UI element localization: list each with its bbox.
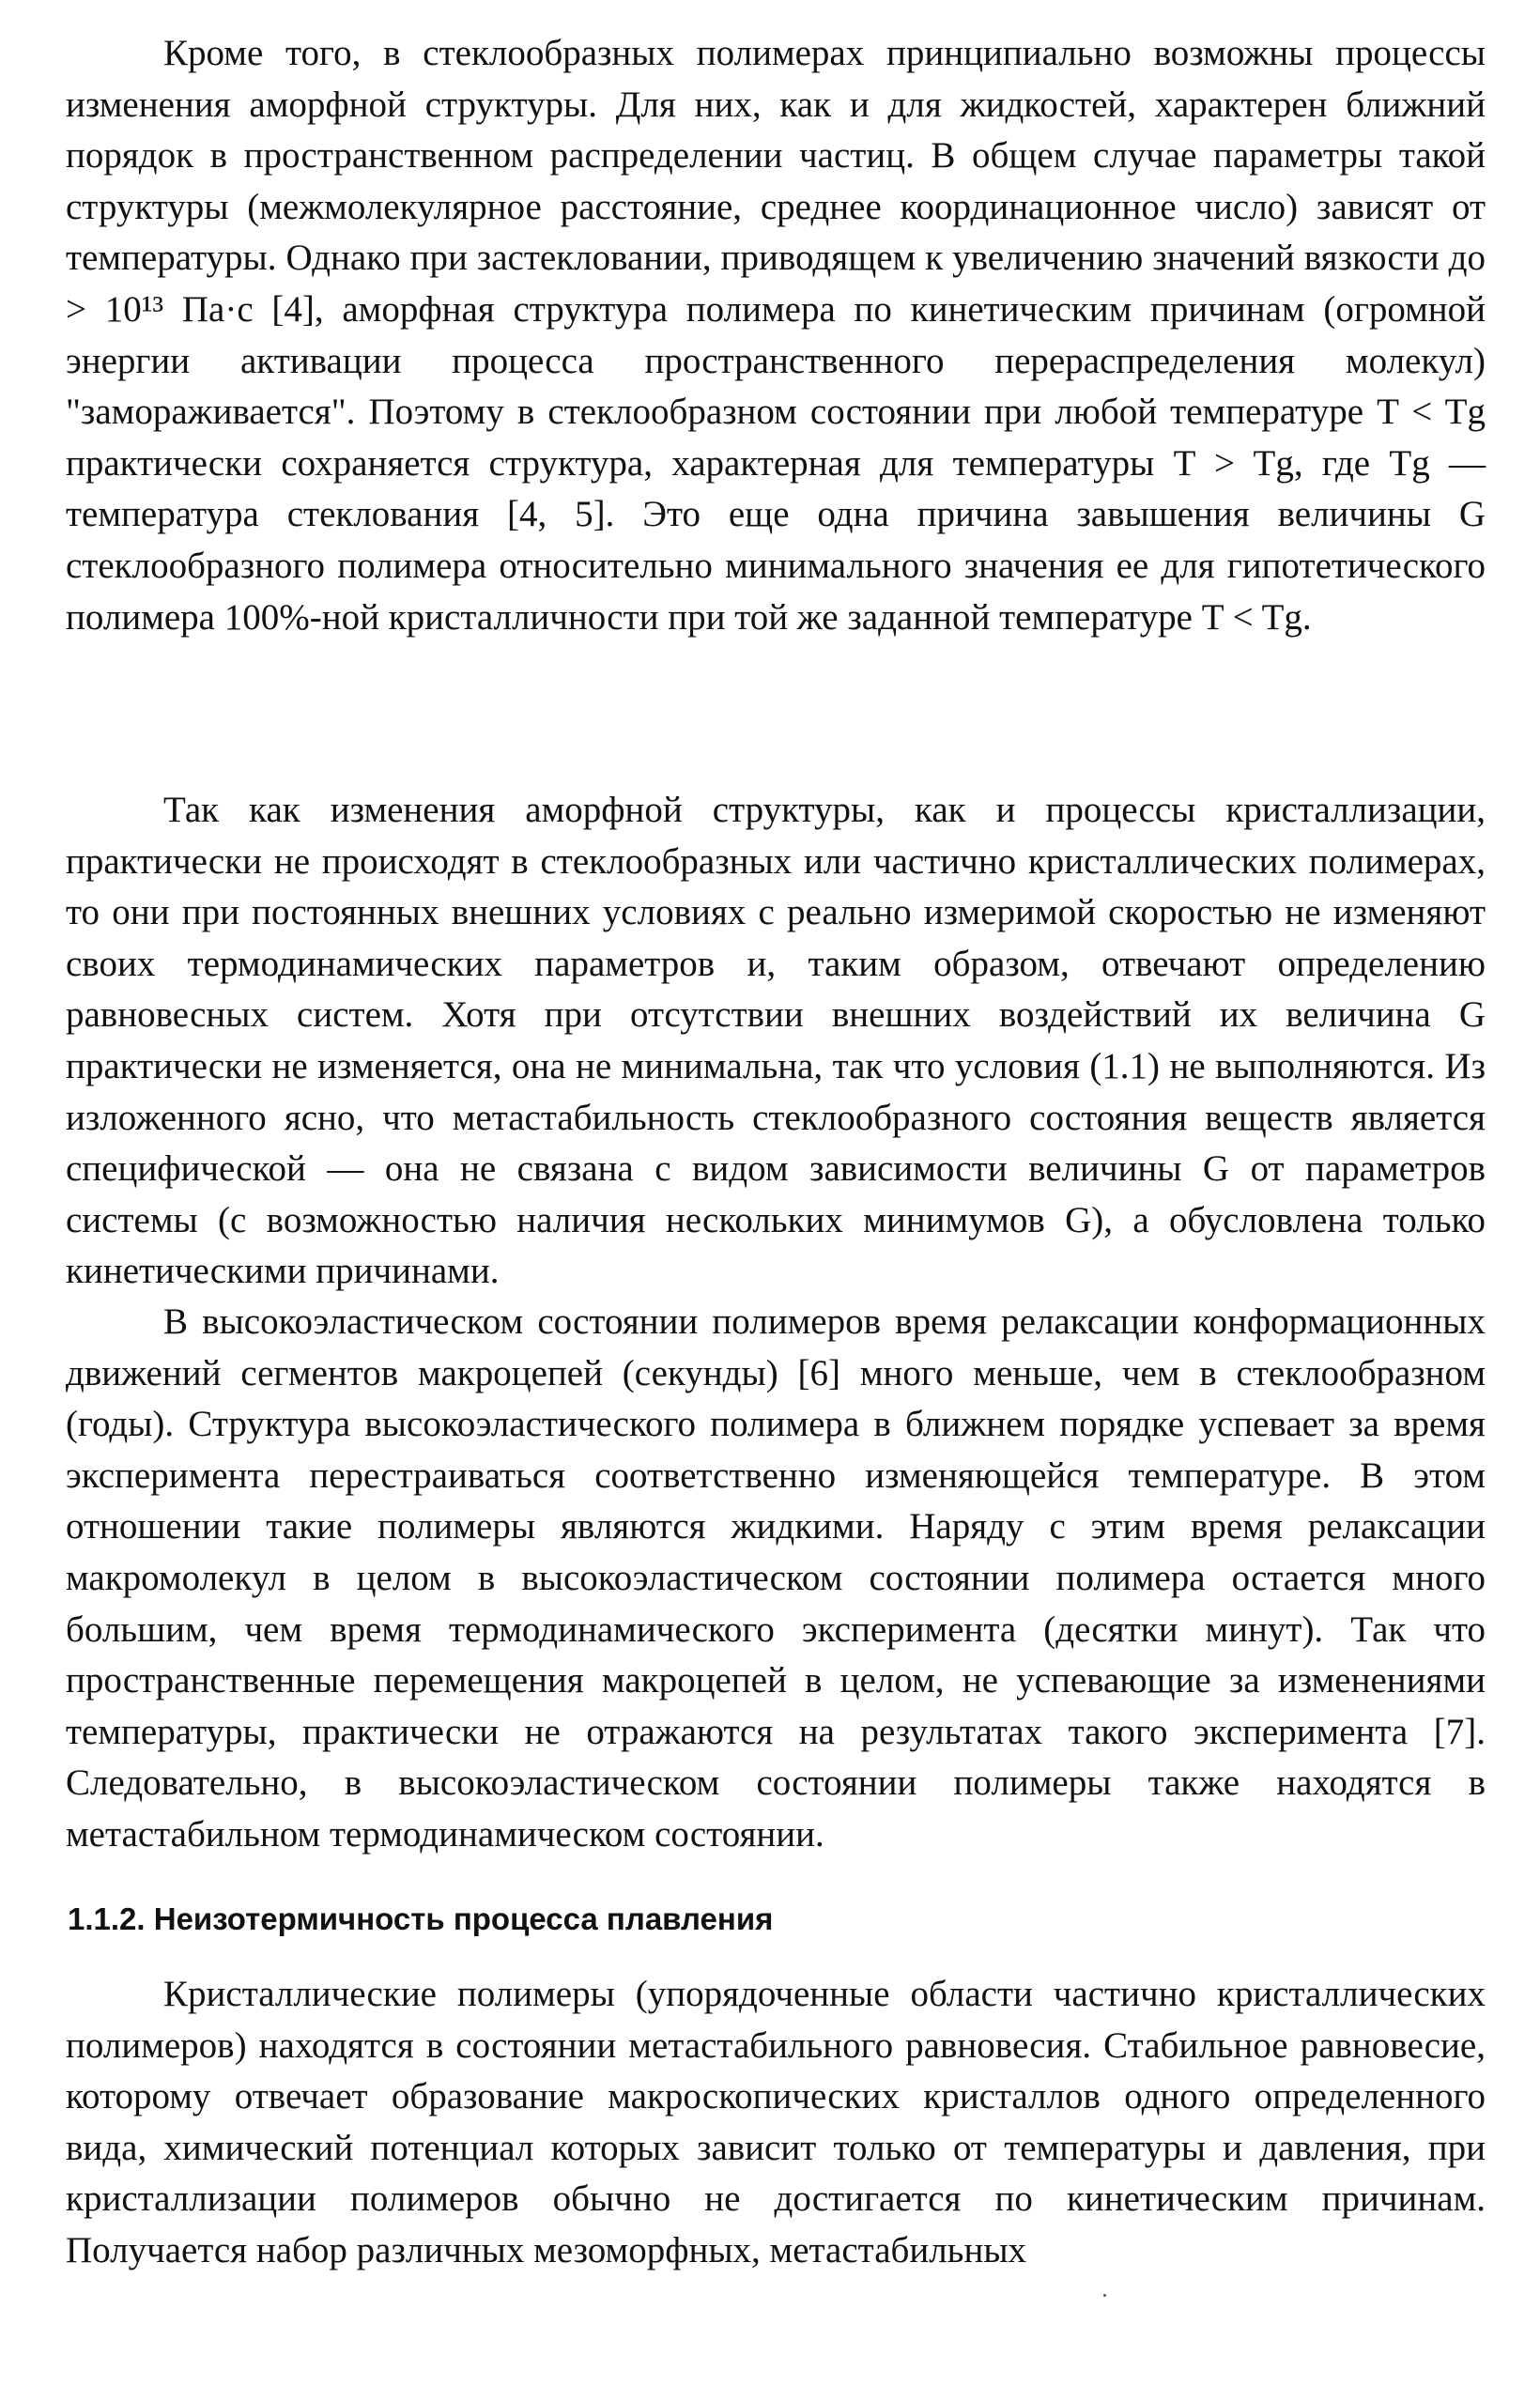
section-heading: 1.1.2. Неизотермичность процесса плавления <box>68 1901 774 1936</box>
paragraph-metastability: Так как изменения аморфной структуры, как и процессы кристаллизации, практически не происходят в стеклообразных или частично кристаллических полимерах, то они при постоянных внешних условиях с реально измеримой скоростью не изменяют своих термодинамических параметров и, таким образом, отвечают определению равновесных систем. Хотя при отсутствии внешних воздействий их величина G практически не изменяется, она не минимальна, так что условия (1.1) не выполняются. Из изложенного ясно, что метастабильность стеклообразного состояния веществ является специфической — она не связана с видом зависимости величины G от параметров системы (с возможностью наличия нескольких минимумов G), а обусловлена только кинетическими причинами. <box>66 790 1486 1292</box>
paragraph-glassy-structure: Кроме того, в стеклообразных полимерах принципиально возможны процессы изменения аморфной структуры. Для них, как и для жидкостей, характерен ближний порядок в пространственном распределении частиц. В общем случае параметры такой структуры (межмолекулярное расстояние, среднее координационное число) зависят от температуры. Однако при застекловании, приводящем к увеличению значений вязкости до > 10¹³ Па·с [4], аморфная структура полимера по кинетическим причинам (огромной энергии активации процесса пространственного перераспределения молекул) "замораживается". Поэтому в стеклообразном состоянии при любой температуре T < Tg практически сохраняется структура, характерная для температуры T > Tg, где Tg — температура стеклования [4, 5]. Это еще одна причина завышения величины G стеклообразного полимера относительно минимального значения ее для гипотетического полимера 100%-ной кристалличности при той же заданной температуре T < Tg. <box>66 33 1486 638</box>
paragraph-high-elastic-state: В высокоэластическом состоянии полимеров время релаксации конформационных движений сегментов макроцепей (секунды) [6] много меньше, чем в стеклообразном (годы). Структура высокоэластического полимера в ближнем порядке успевает за время эксперимента перестраиваться соответственно изменяющейся температуре. В этом отношении такие полимеры являются жидкими. Наряду с этим время релаксации макромолекул в целом в высокоэластическом состоянии полимера остается много большим, чем время термодинамического эксперимента (десятки минут). Так что пространственные перемещения макроцепей в целом, не успевающие за изменениями температуры, практически не отражаются на результатах такого эксперимента [7]. Следовательно, в высокоэластическом состоянии полимеры также находятся в метастабильном термодинамическом состоянии. <box>66 1301 1486 1855</box>
scan-speck <box>1103 2294 1106 2297</box>
paragraph-crystalline-polymers: Кристаллические полимеры (упорядоченные области частично кристаллических полимеров) находятся в состоянии метастабильного равновесия. Стабильное равновесие, которому отвечает образование макроскопических кристаллов одного определенного вида, химический потенциал которых зависит только от температуры и давления, при кристаллизации полимеров обычно не достигается по кинетическим причинам. Получается набор различных мезоморфных, метастабильных <box>66 1974 1486 2270</box>
